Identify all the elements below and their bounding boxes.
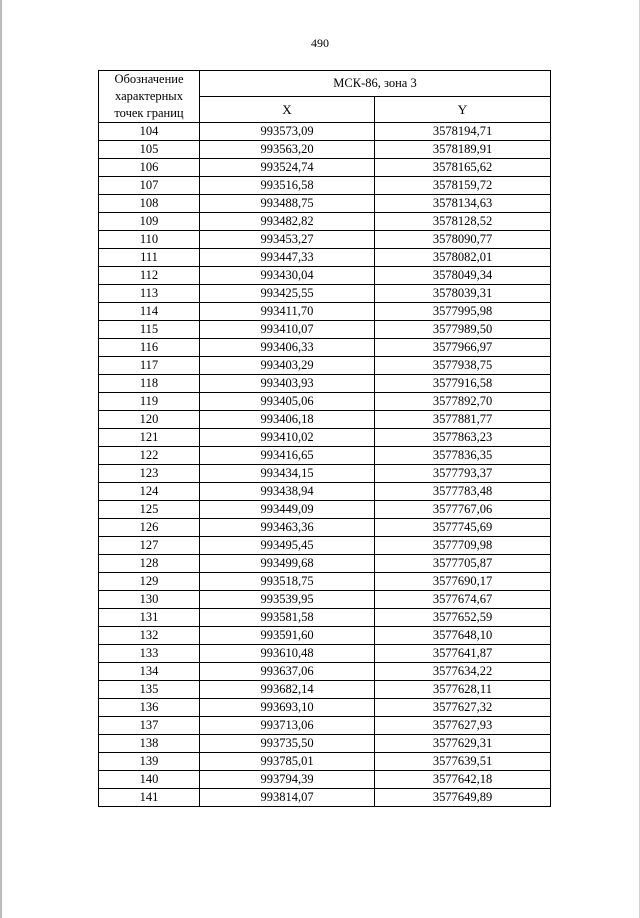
y-coordinate-cell: 3578128,52 — [375, 213, 551, 231]
point-number-cell: 110 — [99, 231, 200, 249]
table-row — [99, 681, 551, 699]
table-row — [99, 159, 551, 177]
y-coordinate-cell: 3577916,58 — [375, 375, 551, 393]
point-number-cell: 105 — [99, 141, 200, 159]
table-row — [99, 339, 551, 357]
y-coordinate-cell: 3578039,31 — [375, 285, 551, 303]
point-number-cell: 117 — [99, 357, 200, 375]
y-coordinate-cell: 3577966,97 — [375, 339, 551, 357]
table-row — [99, 321, 551, 339]
point-number-cell: 108 — [99, 195, 200, 213]
table-row — [99, 375, 551, 393]
x-coordinate-cell: 993495,45 — [200, 537, 375, 555]
x-coordinate-cell: 993406,18 — [200, 411, 375, 429]
y-coordinate-cell: 3577642,18 — [375, 771, 551, 789]
point-number-cell: 112 — [99, 267, 200, 285]
point-number-cell: 119 — [99, 393, 200, 411]
y-column-header: Y — [375, 97, 551, 123]
x-coordinate-cell: 993447,33 — [200, 249, 375, 267]
y-coordinate-cell: 3577634,22 — [375, 663, 551, 681]
table-row — [99, 195, 551, 213]
table-body — [99, 123, 551, 807]
point-number-cell: 123 — [99, 465, 200, 483]
x-coordinate-cell: 993430,04 — [200, 267, 375, 285]
x-coordinate-cell: 993518,75 — [200, 573, 375, 591]
x-coordinate-cell: 993449,09 — [200, 501, 375, 519]
x-coordinate-cell: 993410,02 — [200, 429, 375, 447]
x-coordinate-cell: 993693,10 — [200, 699, 375, 717]
table-row — [99, 393, 551, 411]
table-row — [99, 627, 551, 645]
x-coordinate-cell: 993463,36 — [200, 519, 375, 537]
table-row — [99, 501, 551, 519]
table-row — [99, 141, 551, 159]
y-coordinate-cell: 3577836,35 — [375, 447, 551, 465]
point-number-cell: 134 — [99, 663, 200, 681]
y-coordinate-cell: 3577648,10 — [375, 627, 551, 645]
y-coordinate-cell: 3577628,11 — [375, 681, 551, 699]
x-coordinate-cell: 993410,07 — [200, 321, 375, 339]
x-coordinate-cell: 993637,06 — [200, 663, 375, 681]
point-number-cell: 114 — [99, 303, 200, 321]
point-number-cell: 133 — [99, 645, 200, 663]
x-coordinate-cell: 993814,07 — [200, 789, 375, 807]
point-number-cell: 128 — [99, 555, 200, 573]
point-number-cell: 115 — [99, 321, 200, 339]
x-coordinate-cell: 993516,58 — [200, 177, 375, 195]
point-number-cell: 121 — [99, 429, 200, 447]
table-row — [99, 771, 551, 789]
y-coordinate-cell: 3577690,17 — [375, 573, 551, 591]
y-coordinate-cell: 3578194,71 — [375, 123, 551, 141]
table-row — [99, 465, 551, 483]
table-row — [99, 753, 551, 771]
x-coordinate-cell: 993539,95 — [200, 591, 375, 609]
coordinates-table — [98, 70, 551, 807]
y-coordinate-cell: 3577629,31 — [375, 735, 551, 753]
x-coordinate-cell: 993405,06 — [200, 393, 375, 411]
point-number-cell: 132 — [99, 627, 200, 645]
point-number-cell: 106 — [99, 159, 200, 177]
y-coordinate-cell: 3577639,51 — [375, 753, 551, 771]
y-coordinate-cell: 3577938,75 — [375, 357, 551, 375]
y-coordinate-cell: 3578090,77 — [375, 231, 551, 249]
x-coordinate-cell: 993425,55 — [200, 285, 375, 303]
x-coordinate-cell: 993524,74 — [200, 159, 375, 177]
point-number-cell: 138 — [99, 735, 200, 753]
table-row — [99, 735, 551, 753]
x-coordinate-cell: 993434,15 — [200, 465, 375, 483]
point-number-cell: 126 — [99, 519, 200, 537]
y-coordinate-cell: 3578082,01 — [375, 249, 551, 267]
x-coordinate-cell: 993735,50 — [200, 735, 375, 753]
y-coordinate-cell: 3577709,98 — [375, 537, 551, 555]
y-coordinate-cell: 3578134,63 — [375, 195, 551, 213]
table-row — [99, 591, 551, 609]
y-coordinate-cell: 3578159,72 — [375, 177, 551, 195]
y-coordinate-cell: 3577793,37 — [375, 465, 551, 483]
y-coordinate-cell: 3577989,50 — [375, 321, 551, 339]
x-coordinate-cell: 993406,33 — [200, 339, 375, 357]
table-row — [99, 429, 551, 447]
table-row — [99, 303, 551, 321]
point-number-cell: 135 — [99, 681, 200, 699]
x-coordinate-cell: 993591,60 — [200, 627, 375, 645]
y-coordinate-cell: 3577745,69 — [375, 519, 551, 537]
y-coordinate-cell: 3577892,70 — [375, 393, 551, 411]
point-number-cell: 141 — [99, 789, 200, 807]
table-row — [99, 699, 551, 717]
point-number-cell: 124 — [99, 483, 200, 501]
y-coordinate-cell: 3577995,98 — [375, 303, 551, 321]
table-row — [99, 555, 551, 573]
table-row — [99, 789, 551, 807]
table-row — [99, 123, 551, 141]
y-coordinate-cell: 3577881,77 — [375, 411, 551, 429]
y-coordinate-cell: 3578189,91 — [375, 141, 551, 159]
point-number-cell: 118 — [99, 375, 200, 393]
table-row — [99, 717, 551, 735]
point-designation-header: Обозначение характерных точек границ — [99, 71, 200, 123]
table-row — [99, 285, 551, 303]
table-row — [99, 411, 551, 429]
y-coordinate-cell: 3577627,93 — [375, 717, 551, 735]
point-number-cell: 122 — [99, 447, 200, 465]
point-number-cell: 111 — [99, 249, 200, 267]
y-coordinate-cell: 3577863,23 — [375, 429, 551, 447]
table-row — [99, 537, 551, 555]
point-number-cell: 113 — [99, 285, 200, 303]
x-coordinate-cell: 993794,39 — [200, 771, 375, 789]
coordinate-system-header: МСК-86, зона 3 — [200, 71, 551, 97]
table-row — [99, 357, 551, 375]
y-coordinate-cell: 3578165,62 — [375, 159, 551, 177]
y-coordinate-cell: 3577674,67 — [375, 591, 551, 609]
x-coordinate-cell: 993581,58 — [200, 609, 375, 627]
point-number-cell: 129 — [99, 573, 200, 591]
table-row — [99, 267, 551, 285]
point-number-cell: 125 — [99, 501, 200, 519]
x-coordinate-cell: 993438,94 — [200, 483, 375, 501]
point-number-cell: 104 — [99, 123, 200, 141]
table-row — [99, 573, 551, 591]
table-row — [99, 645, 551, 663]
x-coordinate-cell: 993610,48 — [200, 645, 375, 663]
x-coordinate-cell: 993453,27 — [200, 231, 375, 249]
table-row — [99, 663, 551, 681]
table-row — [99, 249, 551, 267]
x-coordinate-cell: 993403,29 — [200, 357, 375, 375]
x-coordinate-cell: 993411,70 — [200, 303, 375, 321]
x-coordinate-cell: 993416,65 — [200, 447, 375, 465]
point-number-cell: 140 — [99, 771, 200, 789]
x-coordinate-cell: 993499,68 — [200, 555, 375, 573]
point-number-cell: 137 — [99, 717, 200, 735]
point-number-cell: 116 — [99, 339, 200, 357]
table-row — [99, 609, 551, 627]
page-number: 490 — [311, 36, 329, 50]
table-row — [99, 231, 551, 249]
point-number-cell: 109 — [99, 213, 200, 231]
y-coordinate-cell: 3577705,87 — [375, 555, 551, 573]
y-coordinate-cell: 3577783,48 — [375, 483, 551, 501]
point-number-cell: 139 — [99, 753, 200, 771]
x-coordinate-cell: 993482,82 — [200, 213, 375, 231]
point-number-cell: 107 — [99, 177, 200, 195]
x-coordinate-cell: 993563,20 — [200, 141, 375, 159]
x-column-header: X — [200, 97, 375, 123]
y-coordinate-cell: 3578049,34 — [375, 267, 551, 285]
x-coordinate-cell: 993785,01 — [200, 753, 375, 771]
y-coordinate-cell: 3577649,89 — [375, 789, 551, 807]
y-coordinate-cell: 3577767,06 — [375, 501, 551, 519]
x-coordinate-cell: 993488,75 — [200, 195, 375, 213]
y-coordinate-cell: 3577641,87 — [375, 645, 551, 663]
x-coordinate-cell: 993713,06 — [200, 717, 375, 735]
table-row — [99, 447, 551, 465]
y-coordinate-cell: 3577652,59 — [375, 609, 551, 627]
point-number-cell: 130 — [99, 591, 200, 609]
table-row — [99, 213, 551, 231]
table-row — [99, 519, 551, 537]
point-number-cell: 127 — [99, 537, 200, 555]
y-coordinate-cell: 3577627,32 — [375, 699, 551, 717]
x-coordinate-cell: 993573,09 — [200, 123, 375, 141]
point-number-cell: 131 — [99, 609, 200, 627]
table-row — [99, 483, 551, 501]
x-coordinate-cell: 993403,93 — [200, 375, 375, 393]
point-number-cell: 120 — [99, 411, 200, 429]
table-row — [99, 177, 551, 195]
point-number-cell: 136 — [99, 699, 200, 717]
x-coordinate-cell: 993682,14 — [200, 681, 375, 699]
